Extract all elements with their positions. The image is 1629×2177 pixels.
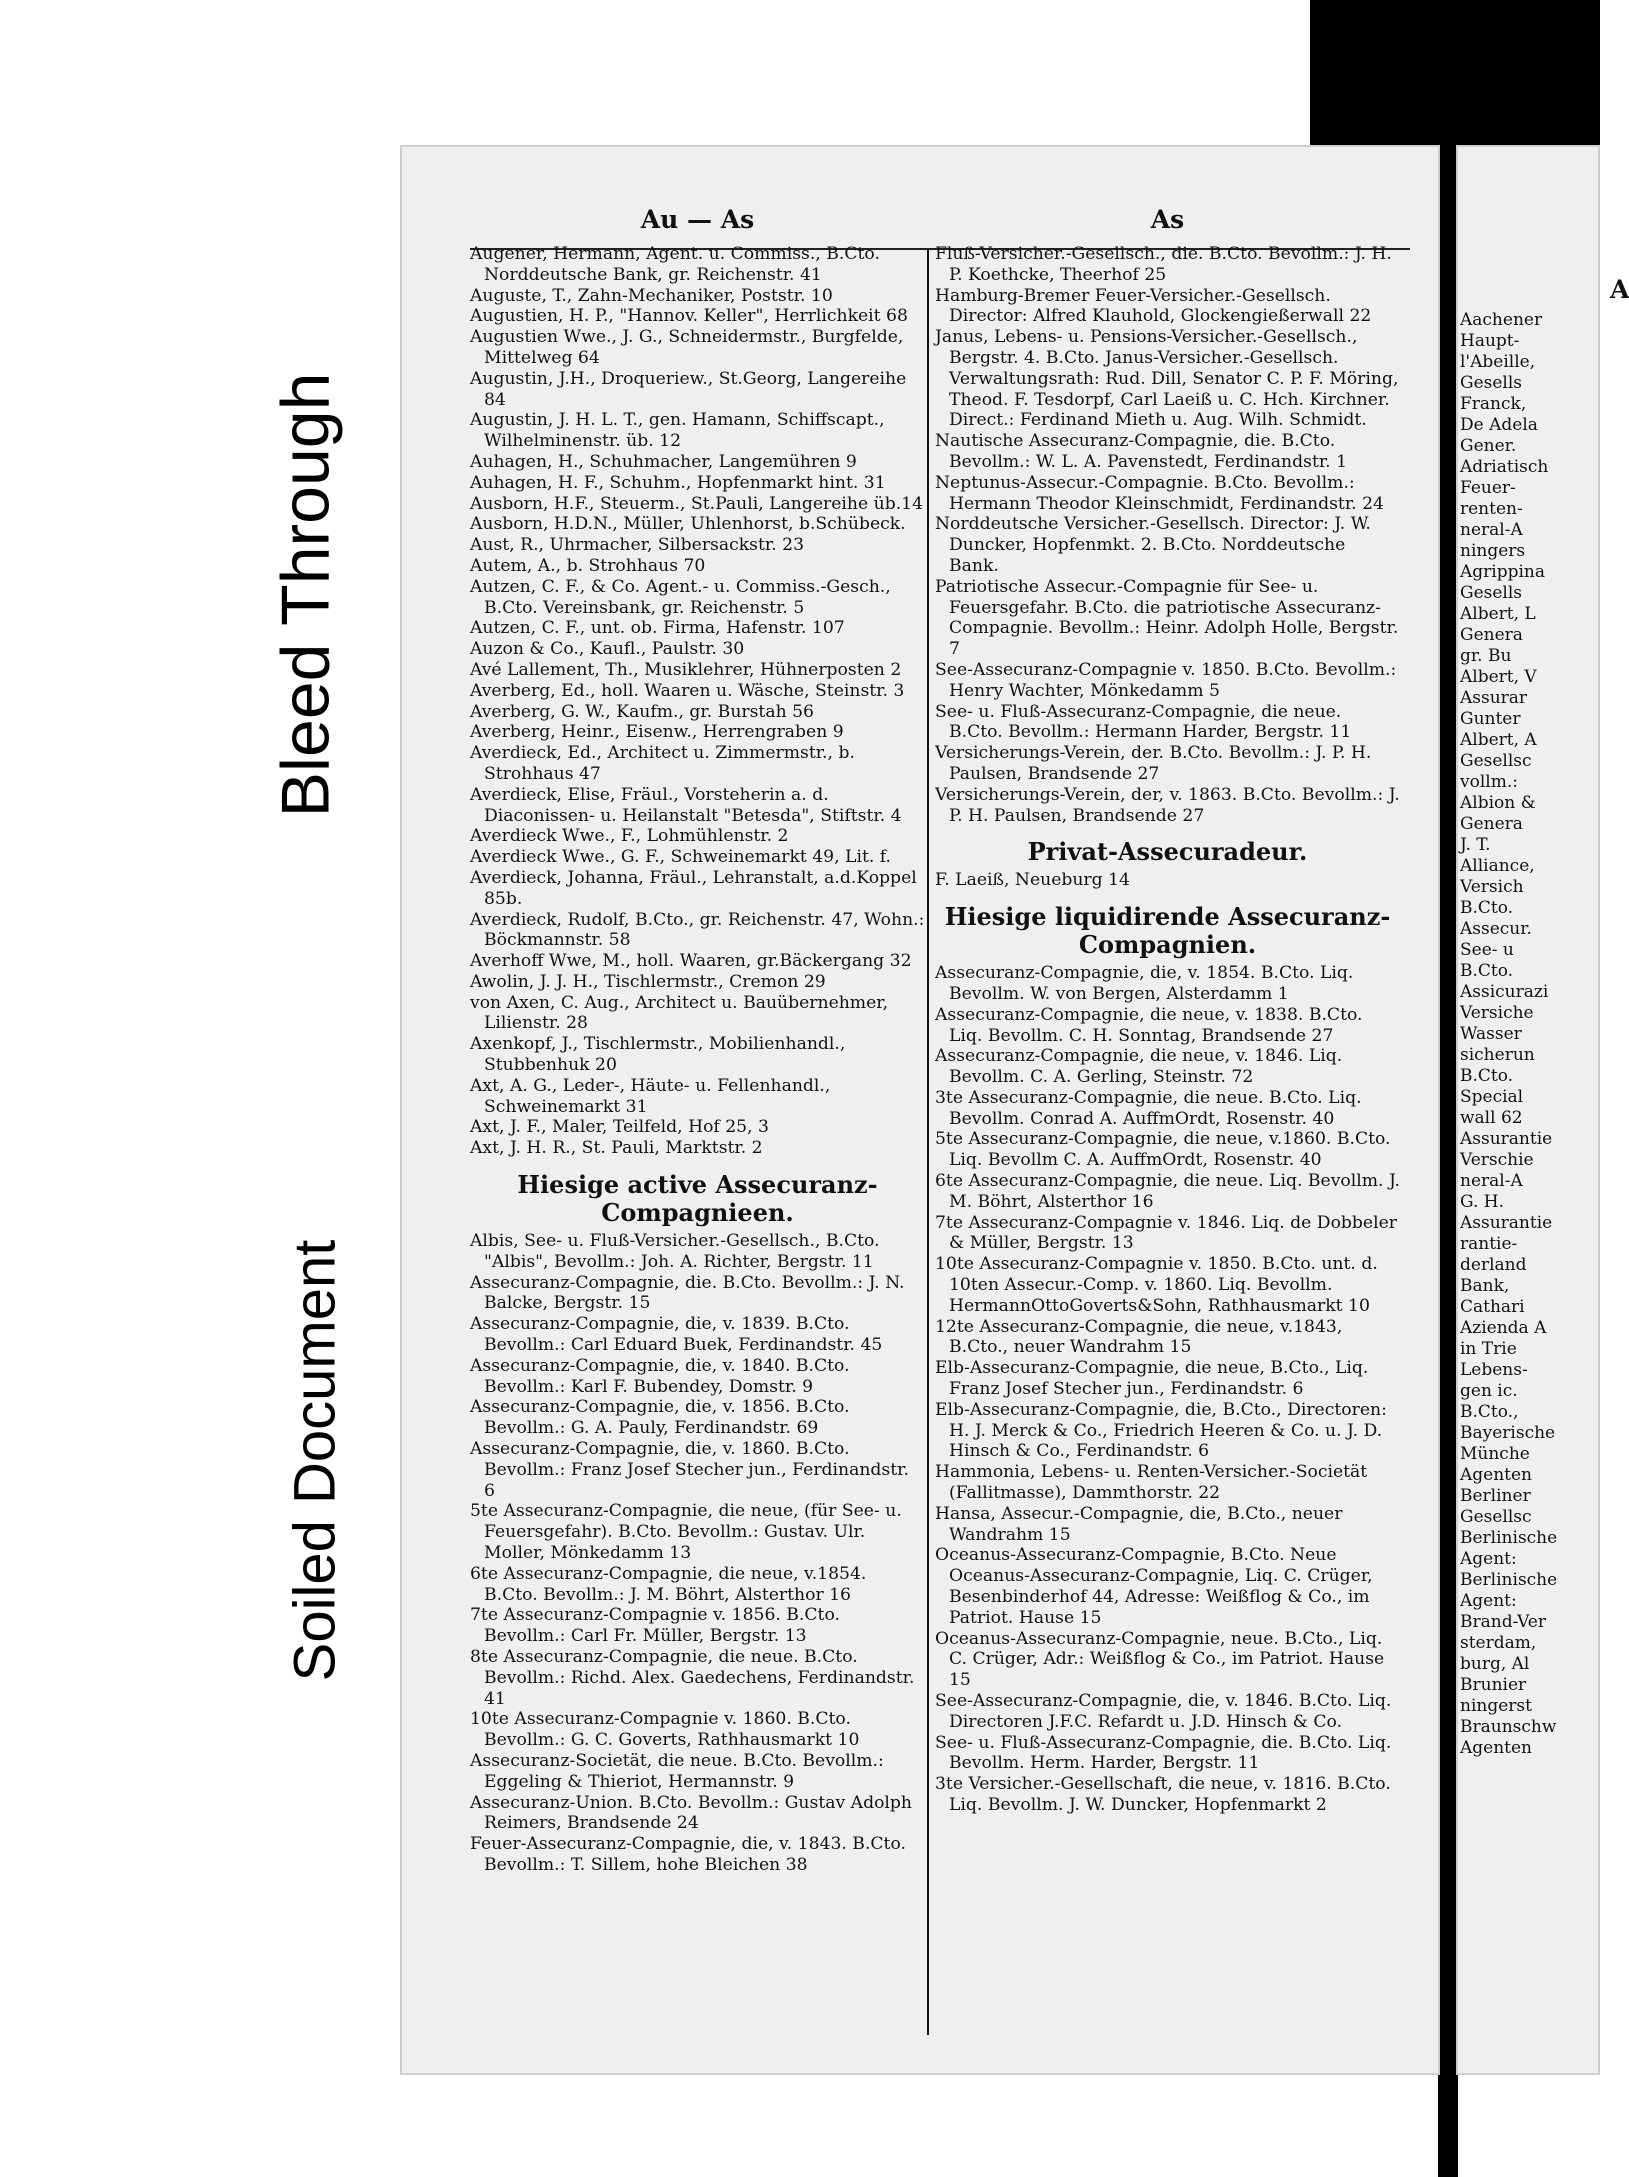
edge-line: B.Cto. bbox=[1460, 898, 1514, 918]
edge-line: Albert, L bbox=[1460, 604, 1536, 624]
edge-header: A bbox=[1610, 275, 1629, 304]
directory-entry: Averberg, G. W., Kaufm., gr. Burstah 56 bbox=[470, 701, 814, 722]
directory-entry: Albis, See- u. Fluß-Versicher.-Gesellsch., B.Cto. "Albis", Bevollm.: Joh. A. Richter, Bergstr. 11 bbox=[470, 1231, 880, 1272]
edge-line: wall 62 bbox=[1460, 1108, 1523, 1128]
edge-line: ningers bbox=[1460, 541, 1526, 561]
directory-entry: Janus, Lebens- u. Pensions-Versicher.-Gesellsch., Bergstr. 4. B.Cto. Janus-Versicher.-Gesellsch. Verwaltungsrath: Rud. Dill, Senator C. P. F. Möring, Theod. F. Tesdorpf, Carl Laeiß u. C. Hch. Kirchner. Direct.: Ferdinand Mieth u. Aug. Wilh. Schmidt. bbox=[935, 327, 1399, 431]
edge-line: Bank, bbox=[1460, 1276, 1510, 1296]
directory-entry: Hansa, Assecur.-Compagnie, die, B.Cto., neuer Wandrahm 15 bbox=[935, 1503, 1343, 1545]
edge-column bbox=[1460, 270, 1629, 1759]
directory-entry: Augustin, J. H. L. T., gen. Hamann, Schiffscapt., Wilhelminenstr. üb. 12 bbox=[470, 410, 885, 452]
directory-entry: 6te Assecuranz-Compagnie, die neue, v.1854. B.Cto. Bevollm.: J. M. Böhrt, Alsterthor 16 bbox=[470, 1563, 867, 1605]
directory-entry: Autem, A., b. Strohhaus 70 bbox=[470, 555, 706, 576]
edge-line: Adriatisch bbox=[1460, 457, 1549, 477]
directory-entry: Augener, Hermann, Agent. u. Commiss., B.Cto. Norddeutsche Bank, gr. Reichenstr. 41 bbox=[470, 244, 880, 285]
edge-line: Assurantie bbox=[1460, 1213, 1553, 1233]
edge-line: Lebens- bbox=[1460, 1360, 1528, 1380]
edge-line: Genera bbox=[1460, 625, 1523, 645]
directory-entry: Autzen, C. F., unt. ob. Firma, Hafenstr. 107 bbox=[470, 618, 845, 639]
edge-line: B.Cto. bbox=[1460, 961, 1514, 981]
left-entries bbox=[470, 244, 925, 1159]
edge-line: neral-A bbox=[1460, 520, 1523, 540]
edge-line: Gesells bbox=[1460, 373, 1523, 393]
directory-entry: See- u. Fluß-Assecuranz-Compagnie, die. B.Cto. Liq. Bevollm. Herm. Harder, Bergstr. 11 bbox=[935, 1732, 1392, 1774]
edge-line: Aachener bbox=[1460, 310, 1543, 330]
edge-line: See- u bbox=[1460, 940, 1514, 960]
directory-entry: 10te Assecuranz-Compagnie v. 1850. B.Cto. unt. d. 10ten Assecur.-Comp. v. 1860. Liq. Bevollm. HermannOttoGoverts&Sohn, Rathhausmarkt 10 bbox=[935, 1254, 1378, 1316]
edge-line: De Adela bbox=[1460, 415, 1538, 435]
page-gutter bbox=[1438, 0, 1458, 2177]
edge-line: l'Abeille, bbox=[1460, 352, 1536, 372]
edge-line: in Trie bbox=[1460, 1339, 1517, 1359]
edge-line: rantie- bbox=[1460, 1234, 1518, 1254]
directory-entry: Augustien Wwe., J. G., Schneidermstr., Burgfelde, Mittelweg 64 bbox=[470, 327, 904, 368]
directory-entry: Assecuranz-Compagnie, die, v. 1860. B.Cto. Bevollm.: Franz Josef Stecher jun., Ferdinandstr. 6 bbox=[470, 1439, 909, 1501]
edge-line: Braunschw bbox=[1460, 1717, 1557, 1737]
edge-line: Agenten bbox=[1460, 1738, 1533, 1758]
edge-line: Feuer- bbox=[1460, 478, 1516, 498]
directory-entry: 5te Assecuranz-Compagnie, die neue, (für See- u. Feuersgefahr). B.Cto. Bevollm.: Gustav. Ulr. Moller, Mönkedamm 13 bbox=[470, 1501, 902, 1564]
edge-line: Gesells bbox=[1460, 583, 1523, 603]
edge-line: G. H. bbox=[1460, 1192, 1505, 1212]
directory-entry: Auhagen, H. F., Schuhm., Hopfenmarkt hint. 31 bbox=[470, 472, 886, 493]
edge-line: Berlinische bbox=[1460, 1570, 1558, 1590]
column-divider bbox=[927, 250, 929, 2035]
active-companies-heading: Hiesige active Assecuranz-Compagnieen. bbox=[517, 1170, 878, 1228]
directory-entry: Hammonia, Lebens- u. Renten-Versicher.-Societät (Fallitmasse), Dammthorstr. 22 bbox=[935, 1462, 1368, 1504]
directory-entry: Aust, R., Uhrmacher, Silbersackstr. 23 bbox=[470, 535, 805, 556]
edge-line: J. T. bbox=[1460, 835, 1491, 855]
edge-line: Gesellsc bbox=[1460, 751, 1532, 771]
edge-line: derland bbox=[1460, 1255, 1527, 1275]
edge-line: Versich bbox=[1460, 877, 1524, 897]
edge-line: gr. Bu bbox=[1460, 646, 1512, 666]
directory-entry: Axt, A. G., Leder-, Häute- u. Fellenhandl., Schweinemarkt 31 bbox=[470, 1075, 831, 1117]
edge-line: sterdam, bbox=[1460, 1633, 1537, 1653]
directory-entry: Averdieck Wwe., F., Lohmühlenstr. 2 bbox=[470, 826, 789, 847]
edge-line: Brunier bbox=[1460, 1675, 1527, 1695]
edge-line: Agenten bbox=[1460, 1465, 1533, 1485]
edge-line: Gener. bbox=[1460, 436, 1517, 456]
directory-entry: Averdieck, Johanna, Fräul., Lehranstalt, a.d.Koppel 85b. bbox=[470, 867, 917, 909]
private-insurer-heading: Privat-Assecuradeur. bbox=[1027, 837, 1308, 867]
edge-line: burg, Al bbox=[1460, 1654, 1530, 1674]
edge-line: Agent: bbox=[1460, 1549, 1517, 1569]
directory-entry: 3te Versicher.-Gesellschaft, die neue, v. 1816. B.Cto. Liq. Bevollm. J. W. Duncker, Hopfenmarkt 2 bbox=[935, 1774, 1391, 1815]
right-entries bbox=[935, 244, 1400, 826]
directory-entry: Axt, J. H. R., St. Pauli, Marktstr. 2 bbox=[470, 1138, 763, 1159]
directory-entry: Averdieck, Ed., Architect u. Zimmermstr., b. Strohhaus 47 bbox=[470, 743, 855, 784]
directory-entry: Oceanus-Assecuranz-Compagnie, B.Cto. Neue Oceanus-Assecuranz-Compagnie, Liq. C. Crüger, Besenbinderhof 44, Adresse: Weißflog & Co., im Patriot. Hause 15 bbox=[935, 1545, 1373, 1628]
edge-line: ningerst bbox=[1460, 1696, 1532, 1716]
directory-entry: Augustin, J.H., Droqueriew., St.Georg, Langereihe 84 bbox=[470, 368, 907, 410]
directory-entry: Assecuranz-Compagnie, die. B.Cto. Bevollm.: J. N. Balcke, Bergstr. 15 bbox=[470, 1272, 905, 1314]
directory-entry: Averdieck, Rudolf, B.Cto., gr. Reichenstr. 47, Wohn.: Böckmannstr. 58 bbox=[470, 909, 925, 951]
edge-line: Assurantie bbox=[1460, 1129, 1553, 1149]
directory-entry: Assecuranz-Compagnie, die, v. 1840. B.Cto. Bevollm.: Karl F. Bubendey, Domstr. 9 bbox=[470, 1355, 850, 1397]
edge-line: Versiche bbox=[1460, 1003, 1534, 1023]
edge-line: Albert, V bbox=[1460, 667, 1537, 687]
edge-line: Assicurazi bbox=[1460, 982, 1549, 1002]
edge-line: Agrippina bbox=[1460, 562, 1546, 582]
directory-entry: Hamburg-Bremer Feuer-Versicher.-Gesellsch. Director: Alfred Klauhold, Glockengießerwall 22 bbox=[935, 285, 1372, 327]
edge-line: Berliner bbox=[1460, 1486, 1531, 1506]
directory-entry: Auhagen, H., Schuhmacher, Langemühren 9 bbox=[470, 451, 857, 472]
edge-line: sicherun bbox=[1460, 1045, 1535, 1065]
edge-line: renten- bbox=[1460, 499, 1523, 519]
directory-entry: Patriotische Assecur.-Compagnie für See- u. Feuersgefahr. B.Cto. die patriotische Assecuranz-Compagnie. Bevollm.: Heinr. Adolph Holle, Bergstr. 7 bbox=[935, 576, 1399, 660]
directory-entry: Averhoff Wwe, M., holl. Waaren, gr.Bäckergang 32 bbox=[470, 951, 912, 972]
right-column-header: As bbox=[1150, 205, 1185, 234]
directory-entry: Axt, J. F., Maler, Teilfeld, Hof 25, 3 bbox=[470, 1117, 769, 1138]
active-companies-entries bbox=[470, 1231, 925, 1876]
directory-entry: Averdieck, Elise, Fräul., Vorsteherin a. d. Diaconissen- u. Heilanstalt "Betesda", Stiftstr. 4 bbox=[470, 784, 902, 826]
edge-line: Assecur. bbox=[1460, 919, 1532, 939]
edge-line: Gunter bbox=[1460, 709, 1521, 729]
directory-entry: See-Assecuranz-Compagnie, die, v. 1846. B.Cto. Liq. Directoren J.F.C. Refardt u. J.D. Hinsch & Co. bbox=[935, 1691, 1392, 1732]
edge-line: Agent: bbox=[1460, 1591, 1517, 1611]
soiled-document-label: Soiled Document bbox=[282, 1239, 348, 1681]
edge-line: B.Cto., bbox=[1460, 1402, 1519, 1422]
edge-lines bbox=[1460, 310, 1600, 1759]
edge-line: neral-A bbox=[1460, 1171, 1523, 1191]
directory-entry: Elb-Assecuranz-Compagnie, die neue, B.Cto., Liq. Franz Josef Stecher jun., Ferdinandstr. 6 bbox=[935, 1358, 1369, 1400]
directory-entry: Ausborn, H.D.N., Müller, Uhlenhorst, b.Schübeck. bbox=[470, 514, 906, 535]
left-column-header: Au — As bbox=[640, 205, 755, 234]
left-column bbox=[470, 200, 925, 1876]
edge-line: Brand-Ver bbox=[1460, 1612, 1546, 1632]
edge-line: Albion & bbox=[1460, 793, 1536, 813]
directory-entry: Assecuranz-Union. B.Cto. Bevollm.: Gustav Adolph Reimers, Brandsende 24 bbox=[470, 1792, 912, 1834]
right-column bbox=[935, 200, 1400, 1816]
directory-entry: Averberg, Ed., holl. Waaren u. Wäsche, Steinstr. 3 bbox=[470, 680, 905, 701]
directory-entry: 12te Assecuranz-Compagnie, die neue, v.1843, B.Cto., neuer Wandrahm 15 bbox=[935, 1316, 1343, 1358]
directory-entry: Averdieck Wwe., G. F., Schweinemarkt 49, Lit. f. bbox=[470, 847, 891, 868]
edge-line: gen ic. bbox=[1460, 1381, 1518, 1401]
directory-entry: Neptunus-Assecur.-Compagnie. B.Cto. Bevollm.: Hermann Theodor Kleinschmidt, Ferdinandstr. 24 bbox=[935, 472, 1384, 514]
directory-entry: Norddeutsche Versicher.-Gesellsch. Director: J. W. Duncker, Hopfenmkt. 2. B.Cto. Norddeutsche Bank. bbox=[935, 514, 1371, 576]
edge-line: Cathari bbox=[1460, 1297, 1525, 1317]
edge-line: Assurar bbox=[1460, 688, 1528, 708]
directory-entry: Elb-Assecuranz-Compagnie, die, B.Cto., Directoren: H. J. Merck & Co., Friedrich Heeren & Co. u. J. D. Hinsch & Co., Ferdinandstr. 6 bbox=[935, 1399, 1387, 1462]
directory-entry: Avé Lallement, Th., Musiklehrer, Hühnerposten 2 bbox=[470, 659, 902, 680]
edge-line: Genera bbox=[1460, 814, 1523, 834]
private-insurer-entries bbox=[935, 870, 1400, 891]
edge-line: Special bbox=[1460, 1087, 1524, 1107]
directory-entry: 5te Assecuranz-Compagnie, die neue, v.1860. B.Cto. Liq. Bevollm C. A. AuffmOrdt, Rosenstr. 40 bbox=[935, 1129, 1391, 1171]
edge-line: Haupt- bbox=[1460, 331, 1520, 351]
directory-entry: Assecuranz-Compagnie, die neue, v. 1838. B.Cto. Liq. Bevollm. C. H. Sonntag, Brandsende 27 bbox=[935, 1004, 1363, 1046]
directory-entry: 7te Assecuranz-Compagnie v. 1856. B.Cto. Bevollm.: Carl Fr. Müller, Bergstr. 13 bbox=[470, 1605, 840, 1647]
directory-entry: Nautische Assecuranz-Compagnie, die. B.Cto. Bevollm.: W. L. A. Pavenstedt, Ferdinandstr. 1 bbox=[935, 431, 1348, 472]
directory-entry: Averberg, Heinr., Eisenw., Herrengraben 9 bbox=[470, 722, 844, 743]
liquidating-companies-entries bbox=[935, 963, 1400, 1816]
directory-entry: Versicherungs-Verein, der, v. 1863. B.Cto. Bevollm.: J. P. H. Paulsen, Brandsende 27 bbox=[935, 784, 1400, 826]
directory-entry: von Axen, C. Aug., Architect u. Bauübernehmer, Lilienstr. 28 bbox=[470, 992, 889, 1034]
edge-line: Berlinische bbox=[1460, 1528, 1558, 1548]
directory-entry: Assecuranz-Compagnie, die neue, v. 1846. Liq. Bevollm. C. A. Gerling, Steinstr. 72 bbox=[935, 1046, 1343, 1088]
liquidating-companies-heading: Hiesige liquidirende Assecuranz-Compagnien. bbox=[944, 902, 1391, 960]
directory-entry: Assecuranz-Compagnie, die, v. 1856. B.Cto. Bevollm.: G. A. Pauly, Ferdinandstr. 69 bbox=[470, 1397, 850, 1439]
directory-entry: Assecuranz-Compagnie, die, v. 1839. B.Cto. Bevollm.: Carl Eduard Buek, Ferdinandstr. 45 bbox=[470, 1314, 883, 1356]
edge-line: Münche bbox=[1460, 1444, 1530, 1464]
directory-entry: Fluß-Versicher.-Gesellsch., die. B.Cto. Bevollm.: J. H. P. Koethcke, Theerhof 25 bbox=[935, 244, 1392, 285]
edge-line: vollm.: bbox=[1460, 772, 1518, 792]
edge-line: Wasser bbox=[1460, 1024, 1522, 1044]
directory-entry: Axenkopf, J., Tischlermstr., Mobilienhandl., Stubbenhuk 20 bbox=[470, 1034, 846, 1076]
directory-entry: Assecuranz-Compagnie, die, v. 1854. B.Cto. Liq. Bevollm. W. von Bergen, Alsterdamm 1 bbox=[935, 963, 1354, 1004]
directory-entry: Auzon & Co., Kaufl., Paulstr. 30 bbox=[470, 639, 745, 660]
directory-entry: Versicherungs-Verein, der. B.Cto. Bevollm.: J. P. H. Paulsen, Brandsende 27 bbox=[935, 743, 1372, 784]
edge-line: Alliance, bbox=[1460, 856, 1535, 876]
directory-entry: Feuer-Assecuranz-Compagnie, die, v. 1843. B.Cto. Bevollm.: T. Sillem, hohe Bleichen 38 bbox=[470, 1834, 906, 1875]
directory-entry: 10te Assecuranz-Compagnie v. 1860. B.Cto. Bevollm.: G. C. Goverts, Rathhausmarkt 10 bbox=[470, 1709, 860, 1751]
directory-entry: 6te Assecuranz-Compagnie, die neue. Liq. Bevollm. J. M. Böhrt, Alsterthor 16 bbox=[935, 1171, 1400, 1212]
edge-line: Bayerische bbox=[1460, 1423, 1556, 1443]
directory-entry: F. Laeiß, Neueburg 14 bbox=[935, 870, 1130, 891]
bleed-through-label: Bleed Through bbox=[267, 372, 344, 818]
directory-entry: See-Assecuranz-Compagnie v. 1850. B.Cto. Bevollm.: Henry Wachter, Mönkedamm 5 bbox=[935, 659, 1397, 701]
edge-line: B.Cto. bbox=[1460, 1066, 1514, 1086]
directory-entry: Awolin, J. J. H., Tischlermstr., Cremon 29 bbox=[470, 971, 826, 992]
directory-entry: Augustien, H. P., "Hannov. Keller", Herrlichkeit 68 bbox=[470, 306, 908, 327]
edge-line: Verschie bbox=[1460, 1150, 1534, 1170]
edge-line: Azienda A bbox=[1460, 1318, 1547, 1338]
directory-entry: Ausborn, H.F., Steuerm., St.Pauli, Langereihe üb.14 bbox=[470, 493, 924, 514]
directory-entry: 8te Assecuranz-Compagnie, die neue. B.Cto. Bevollm.: Richd. Alex. Gaedechens, Ferdinandstr. 41 bbox=[470, 1647, 915, 1709]
edge-line: Franck, bbox=[1460, 394, 1527, 414]
edge-line: Gesellsc bbox=[1460, 1507, 1532, 1527]
directory-entry: 7te Assecuranz-Compagnie v. 1846. Liq. de Dobbeler & Müller, Bergstr. 13 bbox=[935, 1212, 1397, 1254]
directory-entry: Oceanus-Assecuranz-Compagnie, neue. B.Cto., Liq. C. Crüger, Adr.: Weißflog & Co., im Patriot. Hause 15 bbox=[935, 1628, 1385, 1691]
directory-entry: 3te Assecuranz-Compagnie, die neue. B.Cto. Liq. Bevollm. Conrad A. AuffmOrdt, Rosenstr. 40 bbox=[935, 1087, 1362, 1129]
directory-entry: See- u. Fluß-Assecuranz-Compagnie, die neue. B.Cto. Bevollm.: Hermann Harder, Bergstr. 11 bbox=[935, 701, 1352, 743]
directory-entry: Autzen, C. F., & Co. Agent.- u. Commiss.-Gesch., B.Cto. Vereinsbank, gr. Reichenstr. 5 bbox=[470, 576, 891, 618]
edge-line: Albert, A bbox=[1460, 730, 1537, 750]
directory-entry: Assecuranz-Societät, die neue. B.Cto. Bevollm.: Eggeling & Thieriot, Hermannstr. 9 bbox=[470, 1750, 884, 1792]
directory-entry: Auguste, T., Zahn-Mechaniker, Poststr. 10 bbox=[470, 285, 833, 306]
